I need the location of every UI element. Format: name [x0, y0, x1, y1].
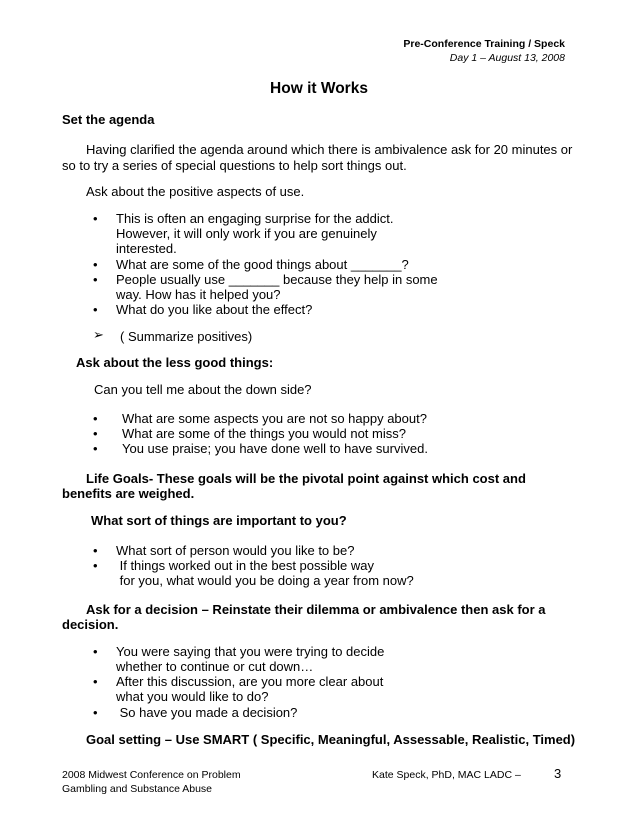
- list-item-continuation: way. How has it helped you?: [116, 287, 281, 302]
- page-number: 3: [554, 766, 562, 781]
- section-heading-life-goals-line2: benefits are weighed.: [62, 486, 195, 501]
- header-training-title: Pre-Conference Training / Speck: [403, 38, 565, 50]
- positive-aspects-prompt: Ask about the positive aspects of use.: [86, 184, 305, 199]
- bullet-marker: •: [93, 558, 98, 573]
- arrow-bullet-icon: ➢: [93, 327, 104, 342]
- list-item: What do you like about the effect?: [116, 302, 313, 317]
- section-heading-set-agenda: Set the agenda: [62, 112, 155, 127]
- list-item: What sort of person would you like to be?: [116, 543, 355, 558]
- header-date: Day 1 – August 13, 2008: [449, 52, 565, 64]
- goal-setting-heading: Goal setting – Use SMART ( Specific, Meaningful, Assessable, Realistic, Timed): [86, 732, 576, 747]
- bullet-marker: •: [93, 302, 98, 317]
- list-item: You use praise; you have done well to have survived.: [122, 441, 428, 456]
- bullet-marker: •: [93, 426, 98, 441]
- list-item-continuation: for you, what would you be doing a year from now?: [116, 573, 414, 588]
- footer-conference-line1: 2008 Midwest Conference on Problem: [62, 769, 241, 781]
- section-heading-decision: Ask for a decision – Reinstate their dilemma or ambivalence then ask for a: [86, 602, 546, 617]
- bullet-marker: •: [93, 211, 98, 226]
- section-heading-life-goals: Life Goals- These goals will be the pivotal point against which cost and: [86, 471, 526, 486]
- bullet-marker: •: [93, 411, 98, 426]
- list-item: What are some of the things you would not miss?: [122, 426, 406, 441]
- section-heading-less-good: Ask about the less good things:: [76, 355, 274, 370]
- bullet-marker: •: [93, 644, 98, 659]
- bullet-marker: •: [93, 272, 98, 287]
- section-heading-decision-line2: decision.: [62, 617, 119, 632]
- list-item: So have you made a decision?: [116, 705, 298, 720]
- list-item: What are some of the good things about _______?: [116, 257, 409, 272]
- list-item-continuation: what you would like to do?: [116, 689, 269, 704]
- list-item: If things worked out in the best possible way: [116, 558, 374, 573]
- list-item-continuation: interested.: [116, 241, 177, 256]
- list-item-continuation: whether to continue or cut down…: [116, 659, 314, 674]
- list-item: After this discussion, are you more clear about: [116, 674, 384, 689]
- footer-conference-line2: Gambling and Substance Abuse: [62, 783, 213, 795]
- agenda-paragraph-line1: Having clarified the agenda around which there is ambivalence ask for 20 minutes or: [86, 142, 573, 157]
- list-item: What are some aspects you are not so happy about?: [122, 411, 427, 426]
- important-things-question: What sort of things are important to you?: [91, 513, 347, 528]
- page-title: How it Works: [270, 80, 368, 97]
- footer-author: Kate Speck, PhD, MAC LADC –: [372, 769, 521, 781]
- bullet-marker: •: [93, 674, 98, 689]
- bullet-marker: •: [93, 441, 98, 456]
- bullet-marker: •: [93, 705, 98, 720]
- agenda-paragraph-line2: so to try a series of special questions to help sort things out.: [62, 158, 407, 173]
- list-item: You were saying that you were trying to decide: [116, 644, 385, 659]
- bullet-marker: •: [93, 543, 98, 558]
- summarize-positives-item: ( Summarize positives): [120, 329, 253, 344]
- bullet-marker: •: [93, 257, 98, 272]
- down-side-question: Can you tell me about the down side?: [94, 382, 312, 397]
- list-item-continuation: However, it will only work if you are genuinely: [116, 226, 377, 241]
- list-item: This is often an engaging surprise for the addict.: [116, 211, 394, 226]
- list-item: People usually use _______ because they help in some: [116, 272, 438, 287]
